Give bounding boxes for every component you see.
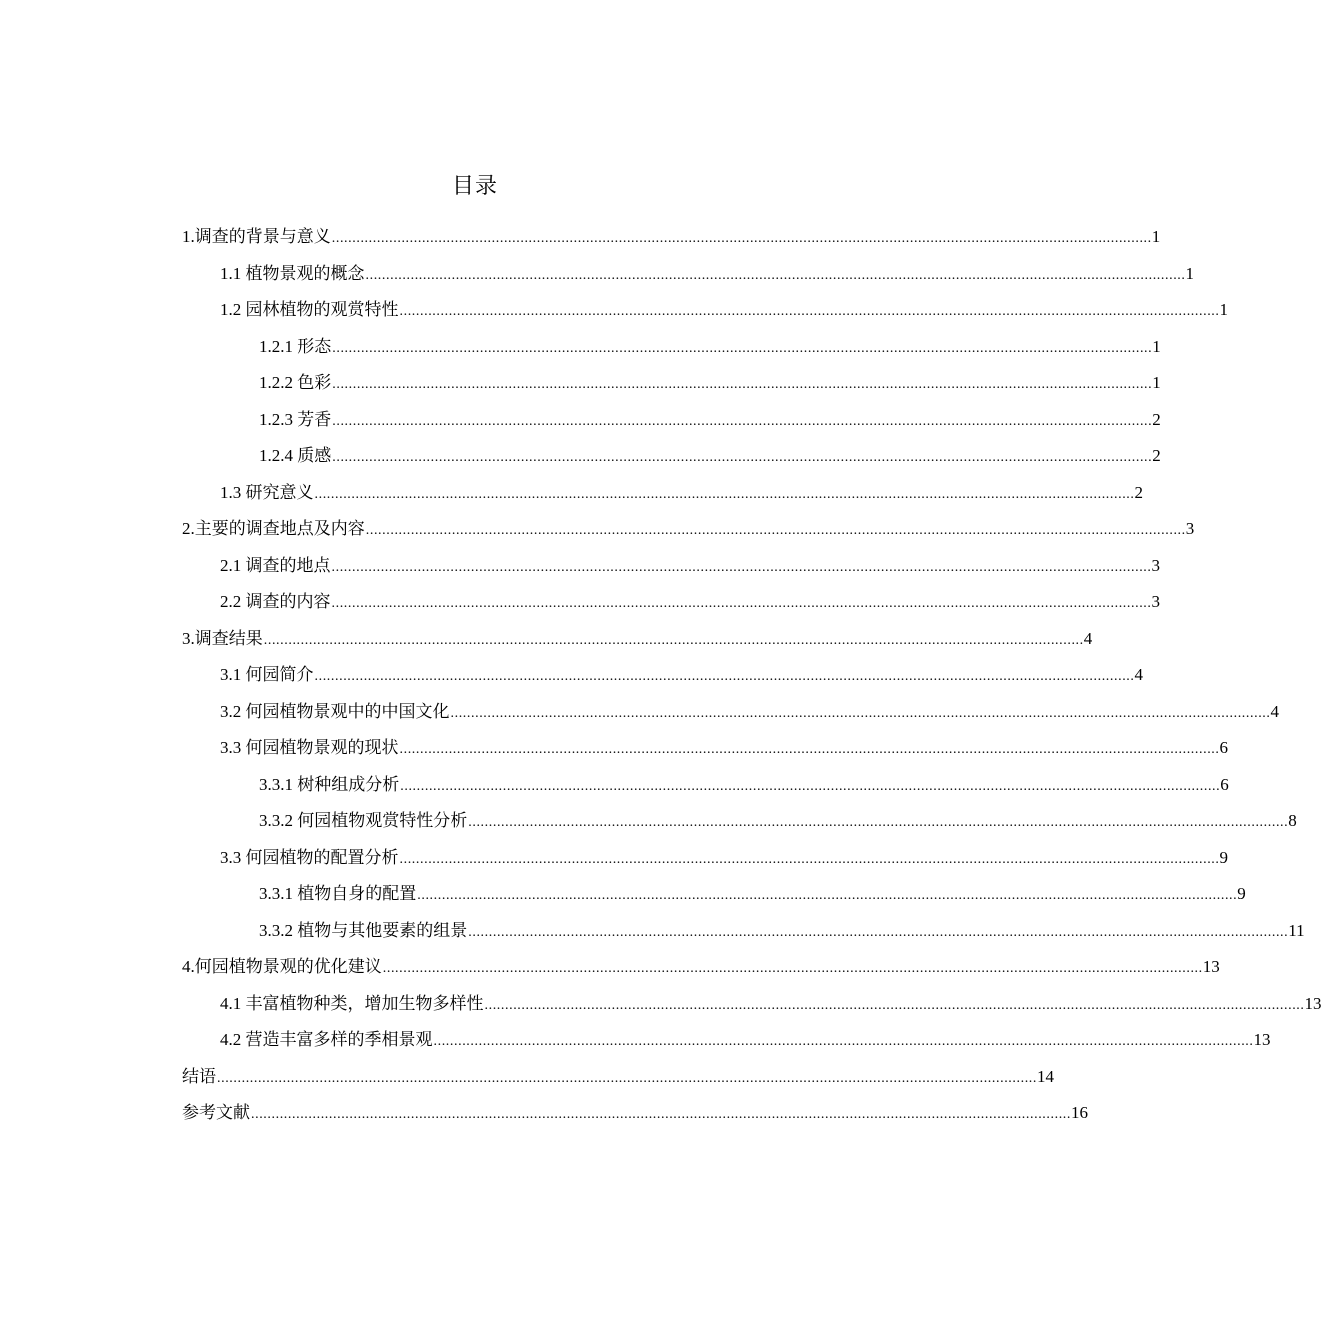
dot-leader: ........................................................................................................................................................................................................ (365, 267, 1186, 283)
toc-entry-title: 1.调查的背景与意义 (182, 227, 331, 246)
dot-leader: ........................................................................................................................................................................................................ (331, 596, 1152, 611)
dot-leader: ........................................................................................................................................................................................................ (468, 924, 1289, 940)
toc-entry-title: 3.2 何园植物景观中的中国文化 (220, 701, 450, 721)
toc-entry-page-number: 13 (1253, 1030, 1271, 1049)
dot-leader: ........................................................................................................................................................................................................ (468, 815, 1289, 830)
toc-entry[interactable] (182, 584, 1160, 621)
toc-entry-title: 1.3 研究意义 (220, 482, 314, 502)
toc-entry-page-number: 8 (1288, 811, 1297, 830)
toc-entry-page-number: 9 (1219, 847, 1228, 867)
toc-entry-title: 4.1 丰富植物种类，增加生物多样性 (220, 993, 484, 1013)
dot-leader: ........................................................................................................................................................................................................ (365, 523, 1186, 538)
toc-entry[interactable] (182, 511, 1195, 548)
dot-leader: ........................................................................................................................................................................................................ (399, 742, 1220, 757)
toc-entry[interactable] (182, 621, 1093, 658)
dot-leader: ........................................................................................................................................................................................................ (331, 559, 1152, 575)
toc-entry[interactable] (182, 876, 1246, 913)
toc-entry[interactable] (182, 548, 1160, 585)
toc-entry[interactable] (182, 438, 1161, 475)
toc-entry[interactable] (182, 475, 1143, 512)
toc-entry[interactable] (182, 219, 1161, 256)
toc-title: 目录 (451, 174, 498, 199)
toc-entry-title: 参考文献 (182, 1103, 250, 1122)
table-of-contents (182, 219, 1322, 1132)
dot-leader: ........................................................................................................................................................................................................ (332, 340, 1153, 356)
toc-entry[interactable] (182, 292, 1228, 329)
toc-entry-page-number: 3 (1185, 519, 1195, 538)
dot-leader: ........................................................................................................................................................................................................ (433, 1034, 1254, 1049)
toc-entry-title: 3.3 何园植物的配置分析 (220, 847, 399, 867)
toc-entry-page-number: 13 (1304, 993, 1322, 1013)
dot-leader: ........................................................................................................................................................................................................ (332, 450, 1153, 465)
toc-entry-page-number: 6 (1219, 738, 1228, 757)
toc-entry[interactable] (182, 840, 1228, 877)
dot-leader: ........................................................................................................................................................................................................ (399, 304, 1220, 319)
toc-entry-page-number: 4 (1134, 665, 1143, 684)
toc-entry-title: 1.2.1 形态 (259, 336, 332, 356)
toc-entry[interactable] (182, 329, 1161, 366)
dot-leader: ........................................................................................................................................................................................................ (417, 888, 1238, 903)
toc-entry-title: 2.主要的调查地点及内容 (182, 519, 365, 538)
toc-entry-title: 3.1 何园简介 (220, 665, 314, 684)
dot-leader: ........................................................................................................................................................................................................ (332, 413, 1153, 429)
toc-entry-page-number: 1 (1185, 263, 1194, 283)
toc-entry-title: 1.1 植物景观的概念 (220, 263, 365, 283)
toc-entry-title: 3.3.1 植物自身的配置 (259, 884, 417, 903)
toc-entry[interactable] (182, 1022, 1271, 1059)
toc-entry-page-number: 2 (1152, 409, 1161, 429)
toc-entry-page-number: 16 (1071, 1103, 1088, 1122)
toc-entry[interactable] (182, 986, 1322, 1023)
toc-entry-title: 1.2.4 质感 (259, 446, 332, 465)
toc-entry-page-number: 4 (1083, 628, 1093, 648)
toc-entry-page-number: 9 (1237, 884, 1246, 903)
toc-entry[interactable] (182, 694, 1279, 731)
toc-entry-page-number: 13 (1202, 957, 1220, 976)
dot-leader: ........................................................................................................................................................................................................ (314, 486, 1135, 502)
toc-entry-title: 1.2 园林植物的观赏特性 (220, 300, 399, 319)
toc-entry-page-number: 4 (1270, 701, 1279, 721)
dot-leader: ........................................................................................................................................................................................................ (251, 1107, 1071, 1122)
dot-leader: ........................................................................................................................................................................................................ (332, 377, 1153, 392)
toc-entry-title: 3.3 何园植物景观的现状 (220, 738, 399, 757)
dot-leader: ........................................................................................................................................................................................................ (382, 961, 1203, 976)
toc-entry[interactable] (182, 949, 1220, 986)
toc-entry-title: 2.1 调查的地点 (220, 555, 331, 575)
toc-entry-title: 结语 (182, 1066, 216, 1086)
toc-entry-page-number: 3 (1151, 555, 1160, 575)
toc-entry-title: 2.2 调查的内容 (220, 592, 331, 611)
toc-entry-title: 3.调查结果 (182, 628, 263, 648)
toc-entry-page-number: 11 (1288, 920, 1305, 940)
toc-entry[interactable] (182, 402, 1161, 439)
dot-leader: ........................................................................................................................................................................................................ (263, 632, 1084, 648)
dot-leader: ........................................................................................................................................................................................................ (217, 1070, 1037, 1086)
toc-entry-title: 3.3.2 何园植物观赏特性分析 (259, 811, 468, 830)
dot-leader: ........................................................................................................................................................................................................ (331, 231, 1152, 246)
dot-leader: ........................................................................................................................................................................................................ (484, 997, 1305, 1013)
toc-entry[interactable] (182, 657, 1143, 694)
toc-entry[interactable] (182, 1095, 1088, 1132)
toc-entry[interactable] (182, 913, 1305, 950)
toc-entry-page-number: 6 (1220, 774, 1229, 794)
toc-entry-page-number: 1 (1151, 227, 1161, 246)
toc-entry-page-number: 14 (1037, 1066, 1054, 1086)
toc-entry[interactable] (182, 256, 1194, 293)
toc-entry-title: 4.何园植物景观的优化建议 (182, 957, 382, 976)
dot-leader: ........................................................................................................................................................................................................ (400, 778, 1221, 794)
dot-leader: ........................................................................................................................................................................................................ (399, 851, 1220, 867)
toc-entry[interactable] (182, 730, 1228, 767)
toc-entry-title: 1.2.3 芳香 (259, 409, 332, 429)
toc-entry-title: 3.3.1 树种组成分析 (259, 774, 400, 794)
toc-entry[interactable] (182, 1059, 1054, 1096)
toc-entry-page-number: 3 (1151, 592, 1160, 611)
toc-entry-page-number: 2 (1152, 446, 1161, 465)
toc-entry-page-number: 1 (1219, 300, 1228, 319)
toc-entry-page-number: 1 (1152, 373, 1161, 392)
toc-entry[interactable] (182, 365, 1161, 402)
toc-entry-title: 3.3.2 植物与其他要素的组景 (259, 920, 468, 940)
dot-leader: ........................................................................................................................................................................................................ (314, 669, 1135, 684)
dot-leader: ........................................................................................................................................................................................................ (450, 705, 1271, 721)
toc-entry-page-number: 1 (1152, 336, 1161, 356)
toc-entry-page-number: 2 (1134, 482, 1143, 502)
toc-entry-title: 1.2.2 色彩 (259, 373, 332, 392)
toc-entry[interactable] (182, 767, 1229, 804)
toc-entry[interactable] (182, 803, 1297, 840)
toc-entry-title: 4.2 营造丰富多样的季相景观 (220, 1030, 433, 1049)
